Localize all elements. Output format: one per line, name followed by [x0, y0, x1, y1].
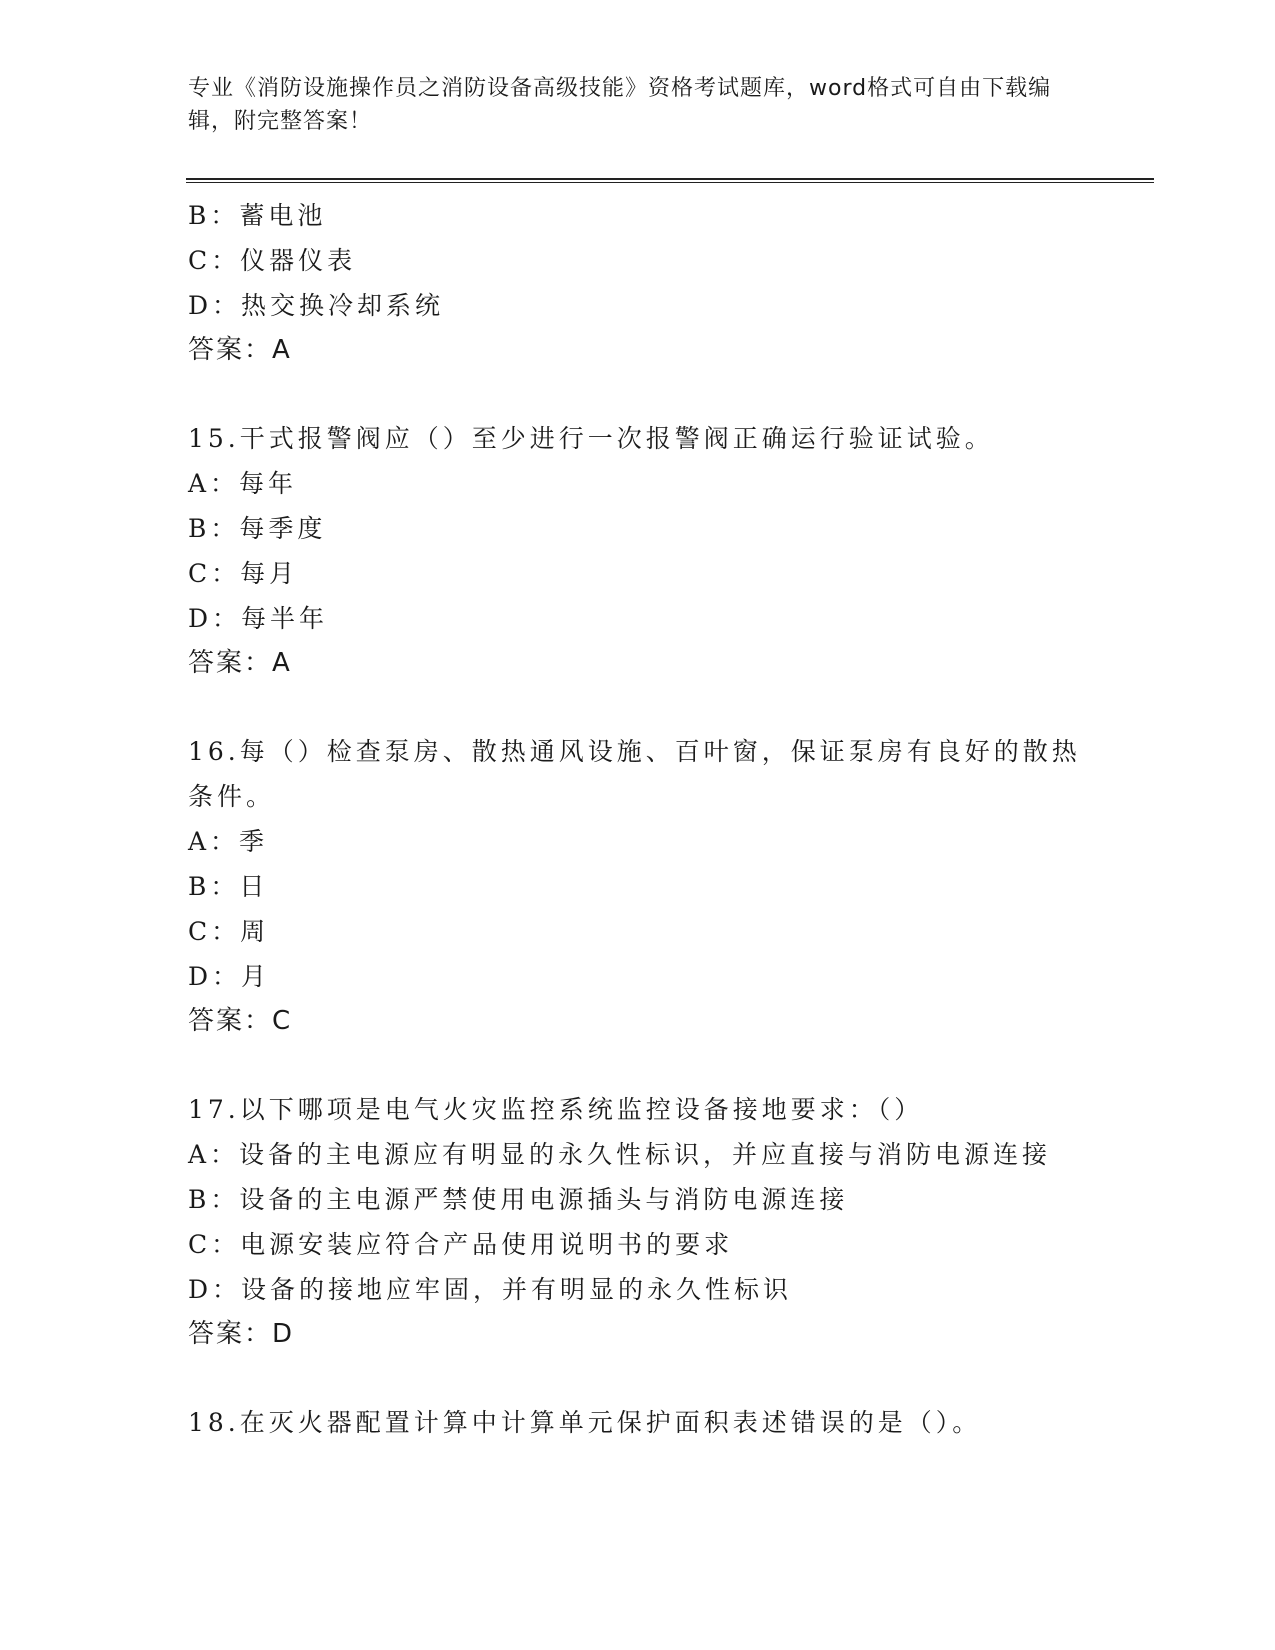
option-d: D：每半年 — [188, 604, 329, 633]
option-b: B：每季度 — [188, 514, 327, 543]
option-c: C：周 — [188, 917, 270, 946]
option-c: C：电源安装应符合产品使用说明书的要求 — [188, 1230, 734, 1259]
question-stem: 17.以下哪项是电气火灾监控系统监控设备接地要求：（） — [188, 1095, 924, 1124]
question-stem: 18.在灭火器配置计算中计算单元保护面积表述错误的是（）。 — [188, 1408, 982, 1437]
answer: 答案：D — [188, 1319, 295, 1349]
option-a: A：设备的主电源应有明显的永久性标识，并应直接与消防电源连接 — [188, 1140, 1052, 1169]
answer: 答案：A — [188, 648, 292, 678]
option-b: B：蓄电池 — [188, 201, 327, 230]
header-rule-thick — [186, 178, 1154, 180]
question-stem: 15.干式报警阀应（）至少进行一次报警阀正确运行验证试验。 — [188, 424, 994, 453]
header-rule-thin — [186, 182, 1154, 183]
option-c: C：每月 — [188, 559, 299, 588]
option-b: B：日 — [188, 872, 269, 901]
option-b: B：设备的主电源严禁使用电源插头与消防电源连接 — [188, 1185, 849, 1214]
answer: 答案：A — [188, 335, 292, 365]
option-d: D：热交换冷却系统 — [188, 291, 445, 320]
option-a: A：季 — [188, 827, 269, 856]
option-d: D：设备的接地应牢固，并有明显的永久性标识 — [188, 1275, 793, 1304]
answer: 答案：C — [188, 1006, 293, 1036]
question-stem: 16.每（）检查泵房、散热通风设施、百叶窗，保证泵房有良好的散热条件。 — [188, 737, 1081, 811]
option-c: C：仪器仪表 — [188, 246, 357, 275]
question-list — [188, 193, 1088, 1445]
option-d: D：月 — [188, 962, 271, 991]
option-a: A：每年 — [188, 469, 298, 498]
document-header: 专业《消防设施操作员之消防设备高级技能》资格考试题库，word格式可自由下载编辑，附完整答案！ — [188, 76, 1052, 134]
